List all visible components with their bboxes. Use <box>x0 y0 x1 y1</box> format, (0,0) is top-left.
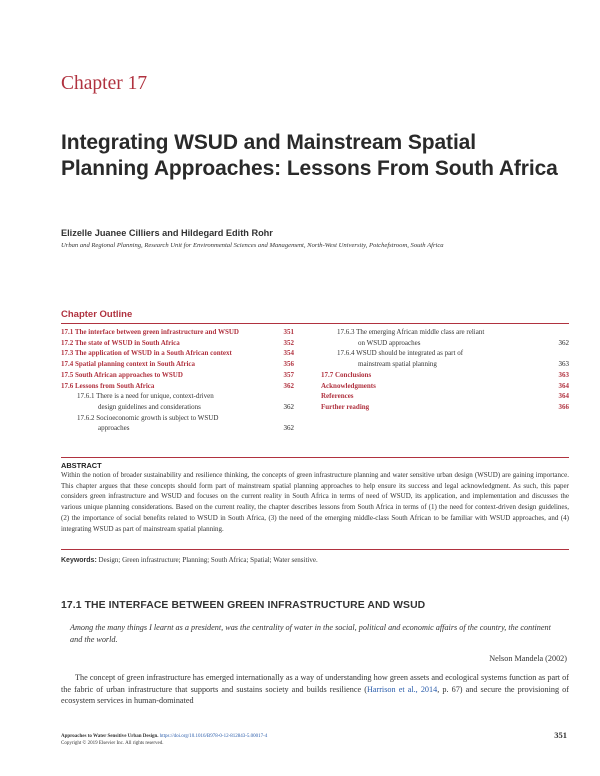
toc-subsection-number: 17.6.2 <box>77 413 95 422</box>
outline-left-column <box>61 327 294 434</box>
toc-subsection-text: Socioeconomic growth is subject to WSUD <box>96 413 219 422</box>
toc-page-number <box>268 413 294 424</box>
body-text-a: The concept of green infrastructure has emerged internationally as a way of understanding how green assets and ecological systems function as part of the fabric of urban infrastructure that supports and sustains society and builds resilience ( <box>61 673 569 694</box>
keywords-text: Design; Green infrastructure; Planning; South Africa; Spatial; Water sensitive. <box>98 556 318 564</box>
toc-subsection-item[interactable] <box>61 402 294 413</box>
abstract-heading: ABSTRACT <box>61 461 102 470</box>
toc-subsection-item[interactable] <box>61 423 294 434</box>
abstract-text: Within the notion of broader sustainability and resilience thinking, the concepts of green infrastructure planning and water sensitive urban design (WSUD) are gaining importance. This chapter argues that these concepts should form part of mainstream spatial planning approaches to help ensure its success and legal acknowledgment. As such, this paper considers green infrastructure and WSUD and focuses on the current reality in South Africa in terms of need of WSUD, its application, and implementation and discusses the various unique planning considerations. Based on the current reality, the chapter describes lessons from South Africa in terms of (1) the need for context-driven design guidelines, (2) the importance of social benefits related to WSUD in South Africa, (3) the need of the emerging middle-class South African to be familiar with WSUD approaches, and (4) integrating WSUD as part of mainstream spatial planning. <box>61 471 569 533</box>
footer-journal-title: Approaches to Water Sensitive Urban Design. <box>61 734 159 739</box>
toc-subsection-item[interactable] <box>321 359 569 370</box>
toc-subsection-number: 17.6.3 <box>337 328 355 336</box>
toc-subsection-text: WSUD should be integrated as part of <box>356 349 464 358</box>
toc-page-number: 357 <box>283 370 294 379</box>
toc-page-number <box>543 348 569 359</box>
toc-section-text: 17.5 South African approaches to WSUD <box>61 370 183 379</box>
toc-subsection-text: There is a need for unique, context-driven <box>96 392 214 401</box>
body-text-b: , p. 67) and secure the provisioning of ecosystem services in human-dominated <box>61 684 569 706</box>
toc-subsection-item[interactable] <box>61 413 294 424</box>
toc-page-number: 362 <box>283 381 294 390</box>
citation-link[interactable]: Harrison et al., 2014 <box>366 684 438 694</box>
toc-section-item[interactable] <box>61 338 294 349</box>
keywords <box>61 556 318 564</box>
toc-section-item[interactable] <box>61 359 294 370</box>
toc-section-text: 17.2 The state of WSUD in South Africa <box>61 338 180 347</box>
affiliation: Urban and Regional Planning, Research Unit for Environmental Sciences and Management, North-West University, Potchefstroom, South Africa <box>61 242 444 249</box>
body-paragraph <box>61 672 569 707</box>
toc-subsection-item[interactable] <box>321 348 569 359</box>
toc-page-number: 356 <box>283 360 294 369</box>
toc-page-number: 363 <box>558 360 569 369</box>
chapter-title: Integrating WSUD and Mainstream Spatial Planning Approaches: Lessons From South Africa <box>61 131 558 180</box>
section-heading: 17.1 THE INTERFACE BETWEEN GREEN INFRASTRUCTURE AND WSUD <box>61 600 426 611</box>
toc-page-number: 362 <box>283 402 294 411</box>
toc-section-text: 17.4 Spatial planning context in South Africa <box>61 360 195 369</box>
toc-subsection-number: 17.6.4 <box>337 349 355 358</box>
toc-section-item[interactable] <box>61 327 294 338</box>
toc-section-item[interactable] <box>61 348 294 359</box>
toc-page-number: 362 <box>283 424 294 433</box>
toc-subsection-text: on WSUD approaches <box>358 338 421 347</box>
toc-page-number: 354 <box>283 349 294 358</box>
outline-right-column <box>321 327 569 413</box>
toc-section-item[interactable] <box>321 391 569 402</box>
footer-copyright: Copyright © 2019 Elsevier Inc. All rights reserved. <box>61 741 164 746</box>
toc-subsection-item[interactable] <box>61 391 294 402</box>
toc-section-item[interactable] <box>321 381 569 392</box>
toc-section-item[interactable] <box>321 370 569 381</box>
epigraph-attribution: Nelson Mandela (2002) <box>489 654 567 663</box>
outline-divider <box>61 323 569 324</box>
authors: Elizelle Juanee Cilliers and Hildegard Edith Rohr <box>61 228 273 238</box>
footer-journal <box>61 734 267 739</box>
toc-subsection-number: 17.6.1 <box>77 392 95 401</box>
toc-section-text: 17.6 Lessons from South Africa <box>61 381 155 390</box>
chapter-outline <box>61 309 569 433</box>
abstract-bottom-divider <box>61 549 569 550</box>
toc-subsection-item[interactable] <box>321 338 569 349</box>
toc-page-number: 362 <box>558 338 569 347</box>
toc-page-number <box>268 391 294 402</box>
toc-section-item[interactable] <box>61 381 294 392</box>
toc-section-text: Further reading <box>321 402 370 411</box>
toc-section-text: 17.1 The interface between green infrastructure and WSUD <box>61 328 239 336</box>
toc-subsection-text: design guidelines and considerations <box>98 402 201 411</box>
outline-title: Chapter Outline <box>61 309 133 320</box>
toc-page-number: 352 <box>283 338 294 347</box>
toc-section-item[interactable] <box>61 370 294 381</box>
toc-subsection-text: mainstream spatial planning <box>358 360 437 369</box>
toc-page-number: 366 <box>558 402 569 411</box>
toc-page-number: 364 <box>558 381 569 390</box>
toc-subsection-text: approaches <box>98 424 130 433</box>
toc-section-text: 17.3 The application of WSUD in a South African context <box>61 349 232 358</box>
page-number: 351 <box>554 730 567 740</box>
epigraph-quote: Among the many things I learnt as a president, was the centrality of water in the social, political and economic affairs of the country, the continent and the world. <box>70 623 551 644</box>
toc-page-number <box>543 327 569 338</box>
toc-subsection-text: The emerging African middle class are reliant <box>356 328 485 336</box>
chapter-label: Chapter 17 <box>61 73 148 94</box>
toc-subsection-item[interactable] <box>321 327 569 338</box>
toc-page-number: 364 <box>558 392 569 401</box>
toc-section-text: References <box>321 392 354 401</box>
toc-section-item[interactable] <box>321 402 569 413</box>
toc-page-number: 363 <box>558 370 569 379</box>
keywords-label: Keywords: <box>61 557 97 564</box>
doi-link[interactable]: https://doi.org/10.1016/B978-0-12-812843-5.00017-4 <box>159 734 268 739</box>
toc-section-text: 17.7 Conclusions <box>321 370 372 379</box>
abstract-top-divider <box>61 457 569 458</box>
toc-section-text: Acknowledgments <box>321 381 376 390</box>
toc-page-number: 351 <box>283 328 294 336</box>
